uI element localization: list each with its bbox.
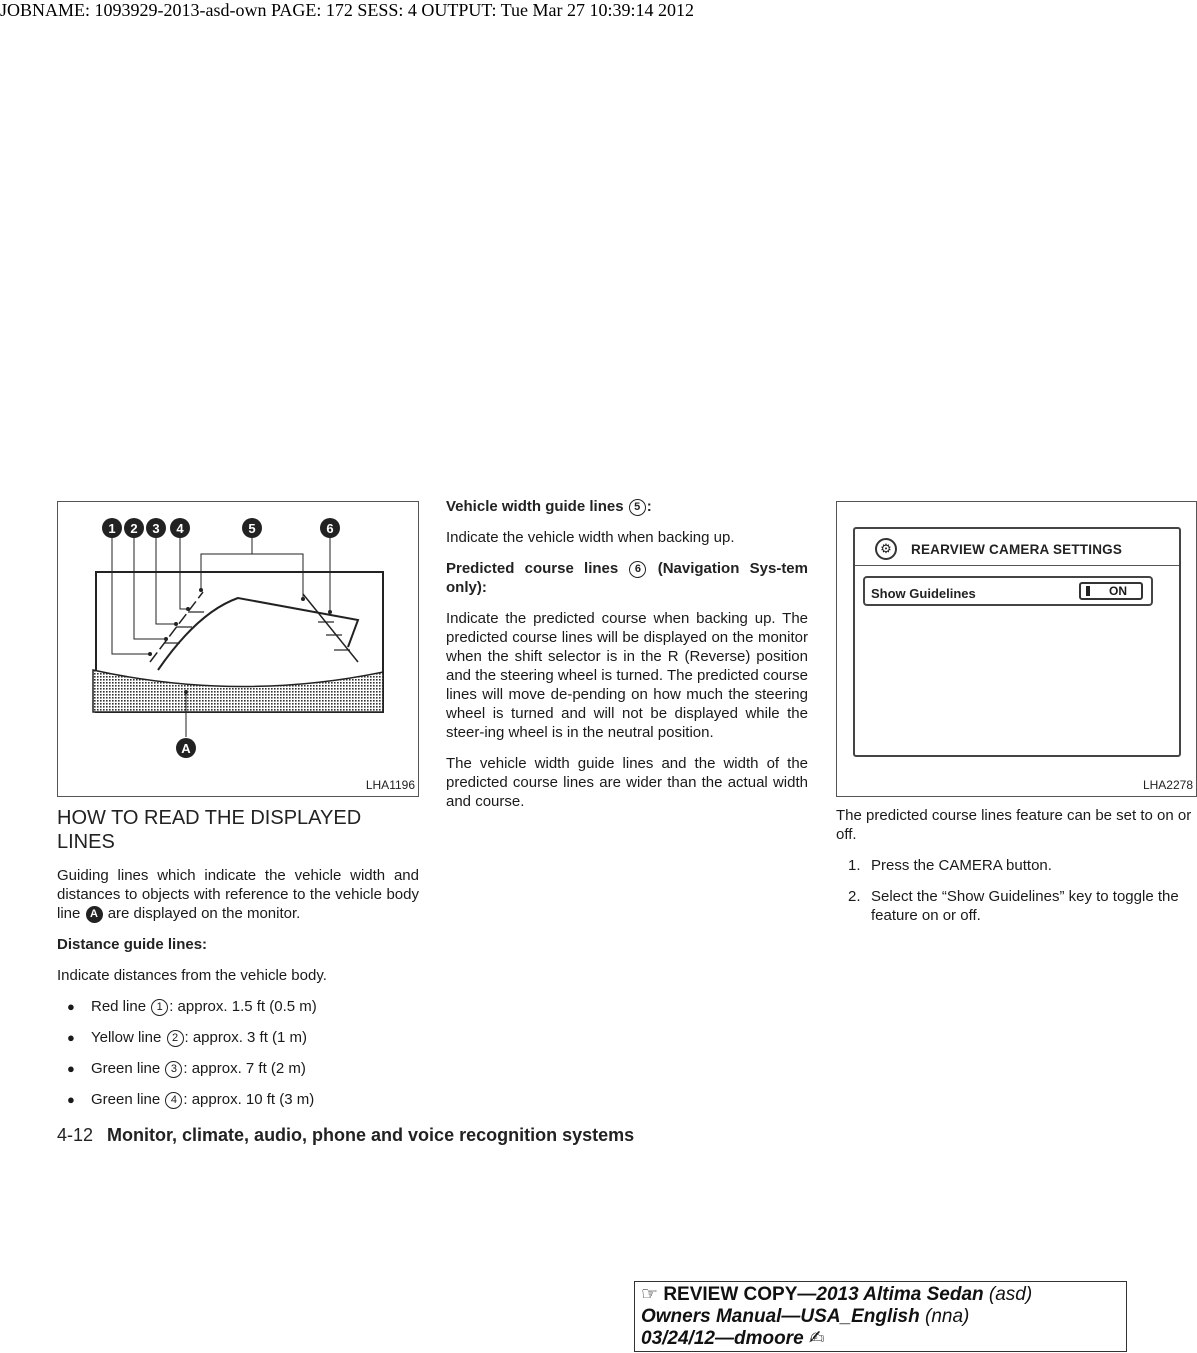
review-line-1: ☞ REVIEW COPY—2013 Altima Sedan (asd): [641, 1284, 1033, 1305]
writing-hand-icon: ✍: [808, 1328, 825, 1349]
leader-dot-1: [148, 652, 152, 656]
width-heading: Vehicle width guide lines 5 :: [446, 498, 652, 515]
show-guidelines-label: Show Guidelines: [871, 586, 976, 601]
list-item: ● Green line 4 : approx. 10 ft (3 m): [57, 1090, 419, 1109]
section-title: HOW TO READ THE DISPLAYED LINES: [57, 807, 362, 853]
leader-1: [112, 537, 150, 654]
svg-text:6: 6: [326, 521, 334, 536]
pointing-hand-icon: ☞: [641, 1284, 659, 1305]
marker-3: [146, 518, 166, 538]
review-line-2: Owners Manual—USA_English (nna): [641, 1306, 970, 1327]
vehicle-body-bumper: [93, 670, 383, 712]
figure-code: LHA1196: [365, 778, 415, 792]
marker-1: [102, 518, 122, 538]
gear-icon: ⚙: [875, 538, 897, 560]
leader-dot-3: [174, 622, 178, 626]
marker-a-inline: A: [86, 906, 103, 923]
leader-dot-a: [184, 690, 188, 694]
column-1: [57, 501, 419, 1121]
guideline-diagram-svg: [58, 502, 418, 796]
steps-list: [836, 856, 1197, 925]
feature-intro: The predicted course lines feature can be set to on or off.: [836, 807, 1192, 843]
review-copy-box: [634, 1281, 1127, 1352]
camera-settings-figure: [836, 501, 1197, 797]
svg-text:A: A: [181, 741, 191, 756]
list-item: ● Red line 1 : approx. 1.5 ft (0.5 m): [57, 997, 419, 1016]
list-item: ● Yellow line 2 : approx. 3 ft (1 m): [57, 1028, 419, 1047]
list-item: 1. Press the CAMERA button.: [848, 857, 1052, 874]
svg-text:1: 1: [108, 521, 116, 536]
width-text: Indicate the vehicle width when backing up.: [446, 529, 735, 546]
predicted-text: Indicate the predicted course when backing up. The predicted course lines will be displayed on the monitor when the shift selector is in the R (Reverse) position and the steering wheel is turned. The predicted course lines will move de-pending on how much the steering wheel is turned and will not be displayed while the steer-ing wheel is in the neutral position.: [446, 610, 808, 741]
distance-intro: Indicate distances from the vehicle body.: [57, 967, 327, 984]
list-item: ● Green line 3 : approx. 7 ft (2 m): [57, 1059, 419, 1078]
distance-list: [57, 997, 419, 1109]
chapter-title: Monitor, climate, audio, phone and voice recognition systems: [107, 1125, 635, 1145]
leader-5: [201, 554, 303, 599]
leader-dot-4: [186, 607, 190, 611]
toggle-value: ON: [1109, 584, 1127, 598]
distance-heading: Distance guide lines:: [57, 936, 208, 953]
figure-code: LHA2278: [1142, 778, 1193, 792]
intro-paragraph: Guiding lines which indicate the vehicle width and distances to objects with reference to the vehicle body line A are displayed on the monitor.: [57, 867, 419, 922]
toggle-indicator: [1086, 586, 1090, 596]
marker-4: [170, 518, 190, 538]
guidelines-toggle[interactable]: [1079, 582, 1143, 600]
marker-5: [242, 518, 262, 538]
marker-a: [176, 738, 196, 758]
svg-text:2: 2: [130, 521, 138, 536]
page-footer: [57, 1125, 634, 1146]
column-2: [446, 497, 808, 811]
review-line-3: 03/24/12—dmoore ✍: [641, 1328, 825, 1349]
leader-dot-6: [328, 610, 332, 614]
settings-screen: [853, 527, 1181, 757]
leader-dot-2: [164, 637, 168, 641]
marker-2: [124, 518, 144, 538]
page-number: 4-12: [57, 1125, 94, 1145]
job-header: JOBNAME: 1093929-2013-asd-own PAGE: 172 SESS: 4 OUTPUT: Tue Mar 27 10:39:14 2012: [0, 0, 694, 20]
leader-3: [156, 537, 176, 624]
svg-text:4: 4: [176, 521, 184, 536]
leader-dot-5a: [199, 588, 203, 592]
guideline-diagram: [57, 501, 419, 797]
svg-text:5: 5: [248, 521, 256, 536]
column-3: [836, 501, 1197, 937]
show-guidelines-row[interactable]: [863, 576, 1153, 606]
settings-title-row: [855, 529, 1179, 560]
svg-text:3: 3: [152, 521, 160, 536]
marker-6: [320, 518, 340, 538]
settings-title: REARVIEW CAMERA SETTINGS: [911, 541, 1123, 557]
width-note: The vehicle width guide lines and the width of the predicted course lines are wider than the actual width and course.: [446, 755, 808, 810]
list-item: 2. Select the “Show Guidelines” key to toggle the feature on or off.: [848, 888, 1179, 924]
predicted-heading: Predicted course lines 6 (Navigation Sys-tem only):: [446, 560, 808, 596]
leader-dot-5b: [301, 597, 305, 601]
